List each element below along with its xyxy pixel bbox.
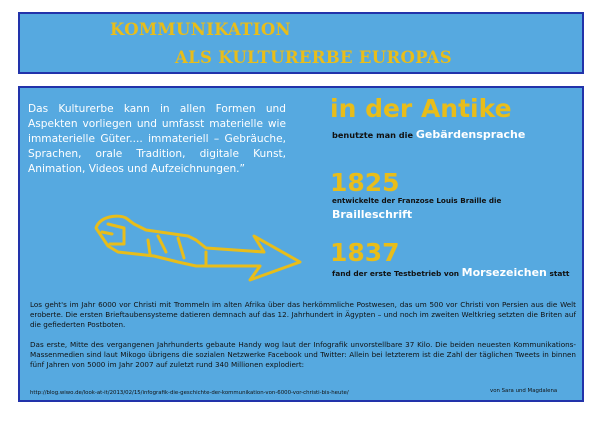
antike-heading: in der Antike	[330, 94, 512, 123]
antike-text	[332, 128, 525, 141]
authors-credit: von Sara und Magdalena	[490, 388, 558, 394]
year-1837-label: fand der erste Testbetrieb von	[332, 269, 460, 278]
year-1837: 1837	[330, 238, 400, 267]
hand-arrow-icon	[88, 206, 310, 286]
year-1825-text: entwickelte der Franzose Louis Braille die	[332, 196, 502, 205]
history-paragraph-1: Los geht's im Jahr 6000 vor Christi mit Trommeln im alten Afrika über das herkömmliche Postwesen, das um 500 vor Christi von Persien aus die Welt eroberte. Die ersten Brieftaubensysteme datieren demnach auf das 12. Jahrhundert in Ägypten – und noch im zweiten Weltkrieg setzten die Briten auf die gefiederten Postboten.	[30, 300, 576, 330]
year-1837-text	[332, 266, 569, 279]
title-line-1: KOMMUNIKATION	[110, 20, 291, 39]
year-1825-highlight: Brailleschrift	[332, 208, 413, 221]
history-paragraph-2: Das erste, Mitte des vergangenen Jahrhunderts gebaute Handy wog laut der Infografik unvorstellbare 37 Kilo. Die beiden neuesten Kommunikations-Massenmedien sind laut Mikogo übrigens die sozialen Netzwerke Facebook und Twitter: Allein bei letzterem ist die Zahl der täglichen Tweets in binnen fünf Jahren von 5000 im Jahr 2007 auf zuletzt rund 340 Millionen explodiert:	[30, 340, 576, 370]
antike-highlight: Gebärdensprache	[415, 128, 526, 141]
content-panel	[18, 86, 584, 402]
antike-label: benutzte man die	[332, 130, 414, 140]
year-1825-highlight-wrap	[332, 208, 412, 221]
heritage-quote: Das Kulturerbe kann in allen Formen und Aspekten vorliegen und umfasst materielle wie immaterielle Güter.... immateriell – Gebräuche, Sprachen, orale Tradition, digitale Kunst, Animation, Videos und Aufzeichnungen.”	[28, 103, 286, 176]
title-line-2: ALS KULTURERBE EUROPAS	[175, 48, 452, 67]
title-banner	[18, 12, 584, 74]
source-link[interactable]: http://blog.wiwo.de/look-at-it/2013/02/15/infografik-die-geschichte-der-kommunikation-von-6000-vor-christi-bis-heute/	[30, 390, 349, 396]
year-1837-highlight: Morsezeichen	[461, 266, 547, 279]
year-1837-after: statt	[549, 269, 570, 278]
year-1825: 1825	[330, 168, 400, 197]
